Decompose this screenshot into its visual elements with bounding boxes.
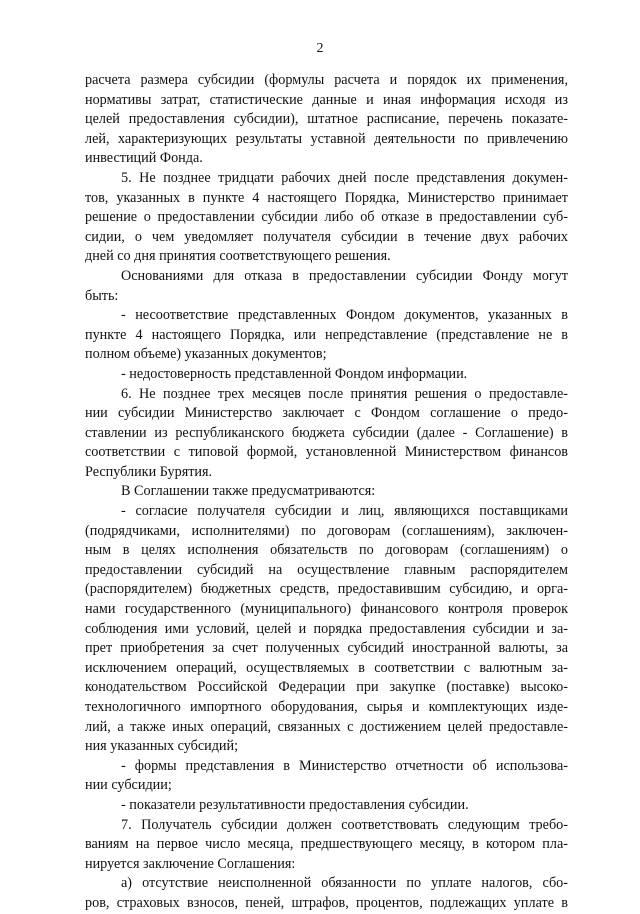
text-line: ваниям на первое число месяца, предшествующего месяцу, в котором пла-	[85, 836, 568, 853]
text-line: прет приобретения за счет полученных субсидий иностранной валюты, за	[85, 640, 568, 657]
text-line: тов, указанных в пункте 4 настоящего Порядка, Министерство принимает	[85, 189, 568, 206]
text-line: ров, страховых взносов, пеней, штрафов, процентов, подлежащих уплате в	[85, 894, 568, 911]
text-line: - согласие получателя субсидии и лиц, являющихся поставщиками	[121, 503, 568, 520]
text-line: решение о предоставлении субсидии либо об отказе в предоставлении суб-	[85, 209, 568, 226]
text-line: ния указанных субсидий;	[85, 738, 239, 755]
text-line: нии субсидии;	[85, 777, 172, 794]
text-line: 5. Не позднее тридцати рабочих дней после представления докумен-	[121, 169, 568, 186]
text-line: сидии, о чем уведомляет получателя субсидии в течение двух рабочих	[85, 228, 568, 245]
page-number: 2	[316, 41, 324, 56]
text-line: полном объеме) указанных документов;	[85, 346, 327, 363]
text-line: соответствии с типовой формой, установленной Министерством финансов	[85, 444, 568, 461]
document-body	[85, 71, 568, 914]
text-line: соблюдения ими условий, целей и порядка предоставления субсидии и за-	[85, 620, 568, 637]
text-line: пункте 4 настоящего Порядка, или непредставление (представление не в	[85, 326, 568, 343]
text-line: нами государственного (муниципального) финансового контроля проверок	[85, 601, 568, 618]
text-line: исключением операций, осуществляемых в соответствии с валютным за-	[85, 659, 568, 676]
text-line: В Соглашении также предусматриваются:	[121, 483, 376, 500]
text-line: конодательством Российской Федерации при закупке (поставке) высоко-	[85, 679, 568, 696]
text-line: быть:	[85, 287, 119, 304]
text-line: инвестиций Фонда.	[85, 150, 203, 167]
text-line: ным в целях исполнения обязательств по договорам (соглашениям) о	[85, 542, 568, 559]
text-line: - показатели результативности предоставления субсидии.	[121, 796, 469, 813]
text-line: лий, а также иных операций, связанных с достижением целей предоставле-	[85, 718, 568, 735]
text-line: 7. Получатель субсидии должен соответствовать следующим требо-	[121, 816, 568, 833]
text-line: нируется заключение Соглашения:	[85, 855, 296, 872]
text-line: лей, характеризующих результаты уставной деятельности по привлечению	[85, 130, 568, 147]
text-line: предоставлении субсидий на осуществление главным распорядителем	[85, 561, 568, 578]
text-line: технологичного импортного оборудования, сырья и комплектующих изде-	[85, 699, 568, 715]
text-line: расчета размера субсидии (формулы расчета и порядок их применения,	[85, 72, 568, 88]
text-line: целей предоставления субсидии), штатное расписание, перечень показате-	[85, 111, 568, 128]
text-line: Республики Бурятия.	[85, 463, 213, 480]
text-line: - формы представления в Министерство отчетности об использова-	[121, 757, 568, 774]
text-line: Основаниями для отказа в предоставлении субсидии Фонду могут	[121, 267, 568, 284]
text-line: дней со дня принятия соответствующего решения.	[85, 248, 391, 265]
text-line: (подрядчиками, исполнителями) по договорам (соглашениям), заключен-	[85, 522, 568, 539]
text-line: (распорядителем) бюджетных средств, предоставившим субсидию, и орга-	[85, 581, 568, 598]
text-line: 6. Не позднее трех месяцев после принятия решения о предоставле-	[121, 385, 568, 402]
text-line: - несоответствие представленных Фондом документов, указанных в	[121, 307, 568, 324]
text-line: нии субсидии Министерство заключает с Фондом соглашение о предо-	[85, 405, 568, 422]
text-line: нормативы затрат, статистические данные и иная информация исходя из	[85, 91, 568, 108]
text-line: - недостоверность представленной Фондом информации.	[121, 365, 468, 382]
text-line: ставлении из республиканского бюджета субсидии (далее - Соглашение) в	[85, 424, 568, 441]
text-line: а) отсутствие неисполненной обязанности по уплате налогов, сбо-	[121, 875, 568, 892]
